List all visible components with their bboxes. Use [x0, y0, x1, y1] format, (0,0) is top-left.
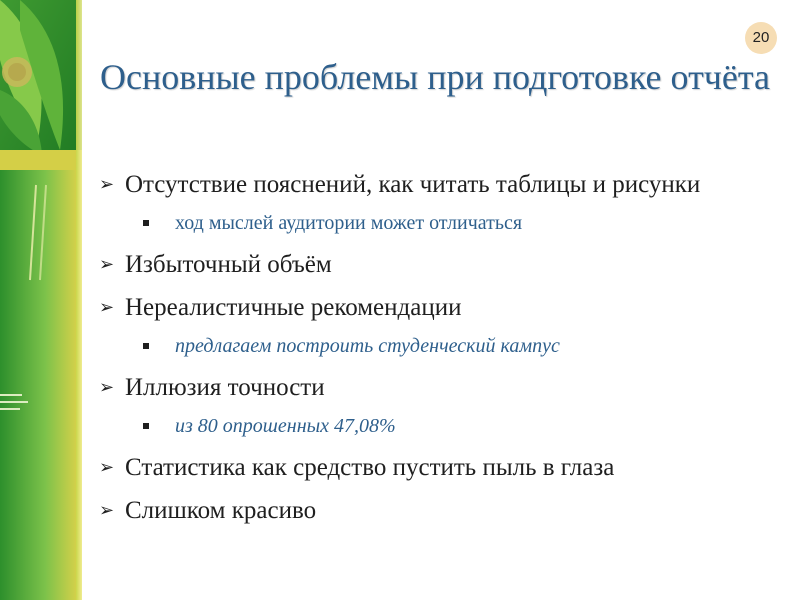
bullet-item — [95, 291, 785, 325]
sub-bullet-item — [95, 412, 785, 440]
arrow-bullet-icon: ➢ — [99, 377, 115, 398]
bullet-item — [95, 168, 785, 202]
page-number-badge: 20 — [745, 22, 777, 54]
sub-bullet-item — [95, 332, 785, 360]
sub-bullet-text: из 80 опрошенных 47,08% — [175, 415, 396, 437]
bullet-text: Отсутствие пояснений, как читать таблицы и рисунки — [125, 171, 701, 198]
arrow-bullet-icon: ➢ — [99, 457, 115, 478]
bullet-item — [95, 248, 785, 282]
arrow-bullet-icon: ➢ — [99, 174, 115, 195]
square-bullet-icon — [143, 343, 149, 349]
sub-bullet-text: ход мыслей аудитории может отличаться — [175, 212, 523, 234]
bullet-text: Слишком красиво — [125, 497, 317, 524]
sub-bullet-item — [95, 209, 785, 237]
square-bullet-icon — [143, 220, 149, 226]
bullet-text: Иллюзия точности — [125, 374, 325, 401]
arrow-bullet-icon: ➢ — [99, 500, 115, 521]
bullet-text: Нереалистичные рекомендации — [125, 294, 462, 321]
arrow-bullet-icon: ➢ — [99, 297, 115, 318]
arrow-bullet-icon: ➢ — [99, 254, 115, 275]
square-bullet-icon — [143, 423, 149, 429]
sub-bullet-text: предлагаем построить студенческий кампус — [175, 335, 560, 357]
bullet-item — [95, 371, 785, 405]
bullet-item — [95, 451, 785, 485]
bullet-text: Статистика как средство пустить пыль в глаза — [125, 454, 615, 481]
slide-title: Основные проблемы при подготовке отчёта — [99, 57, 771, 97]
bullet-text: Избыточный объём — [125, 251, 332, 278]
bullet-item — [95, 494, 785, 528]
bullet-list — [95, 168, 785, 537]
